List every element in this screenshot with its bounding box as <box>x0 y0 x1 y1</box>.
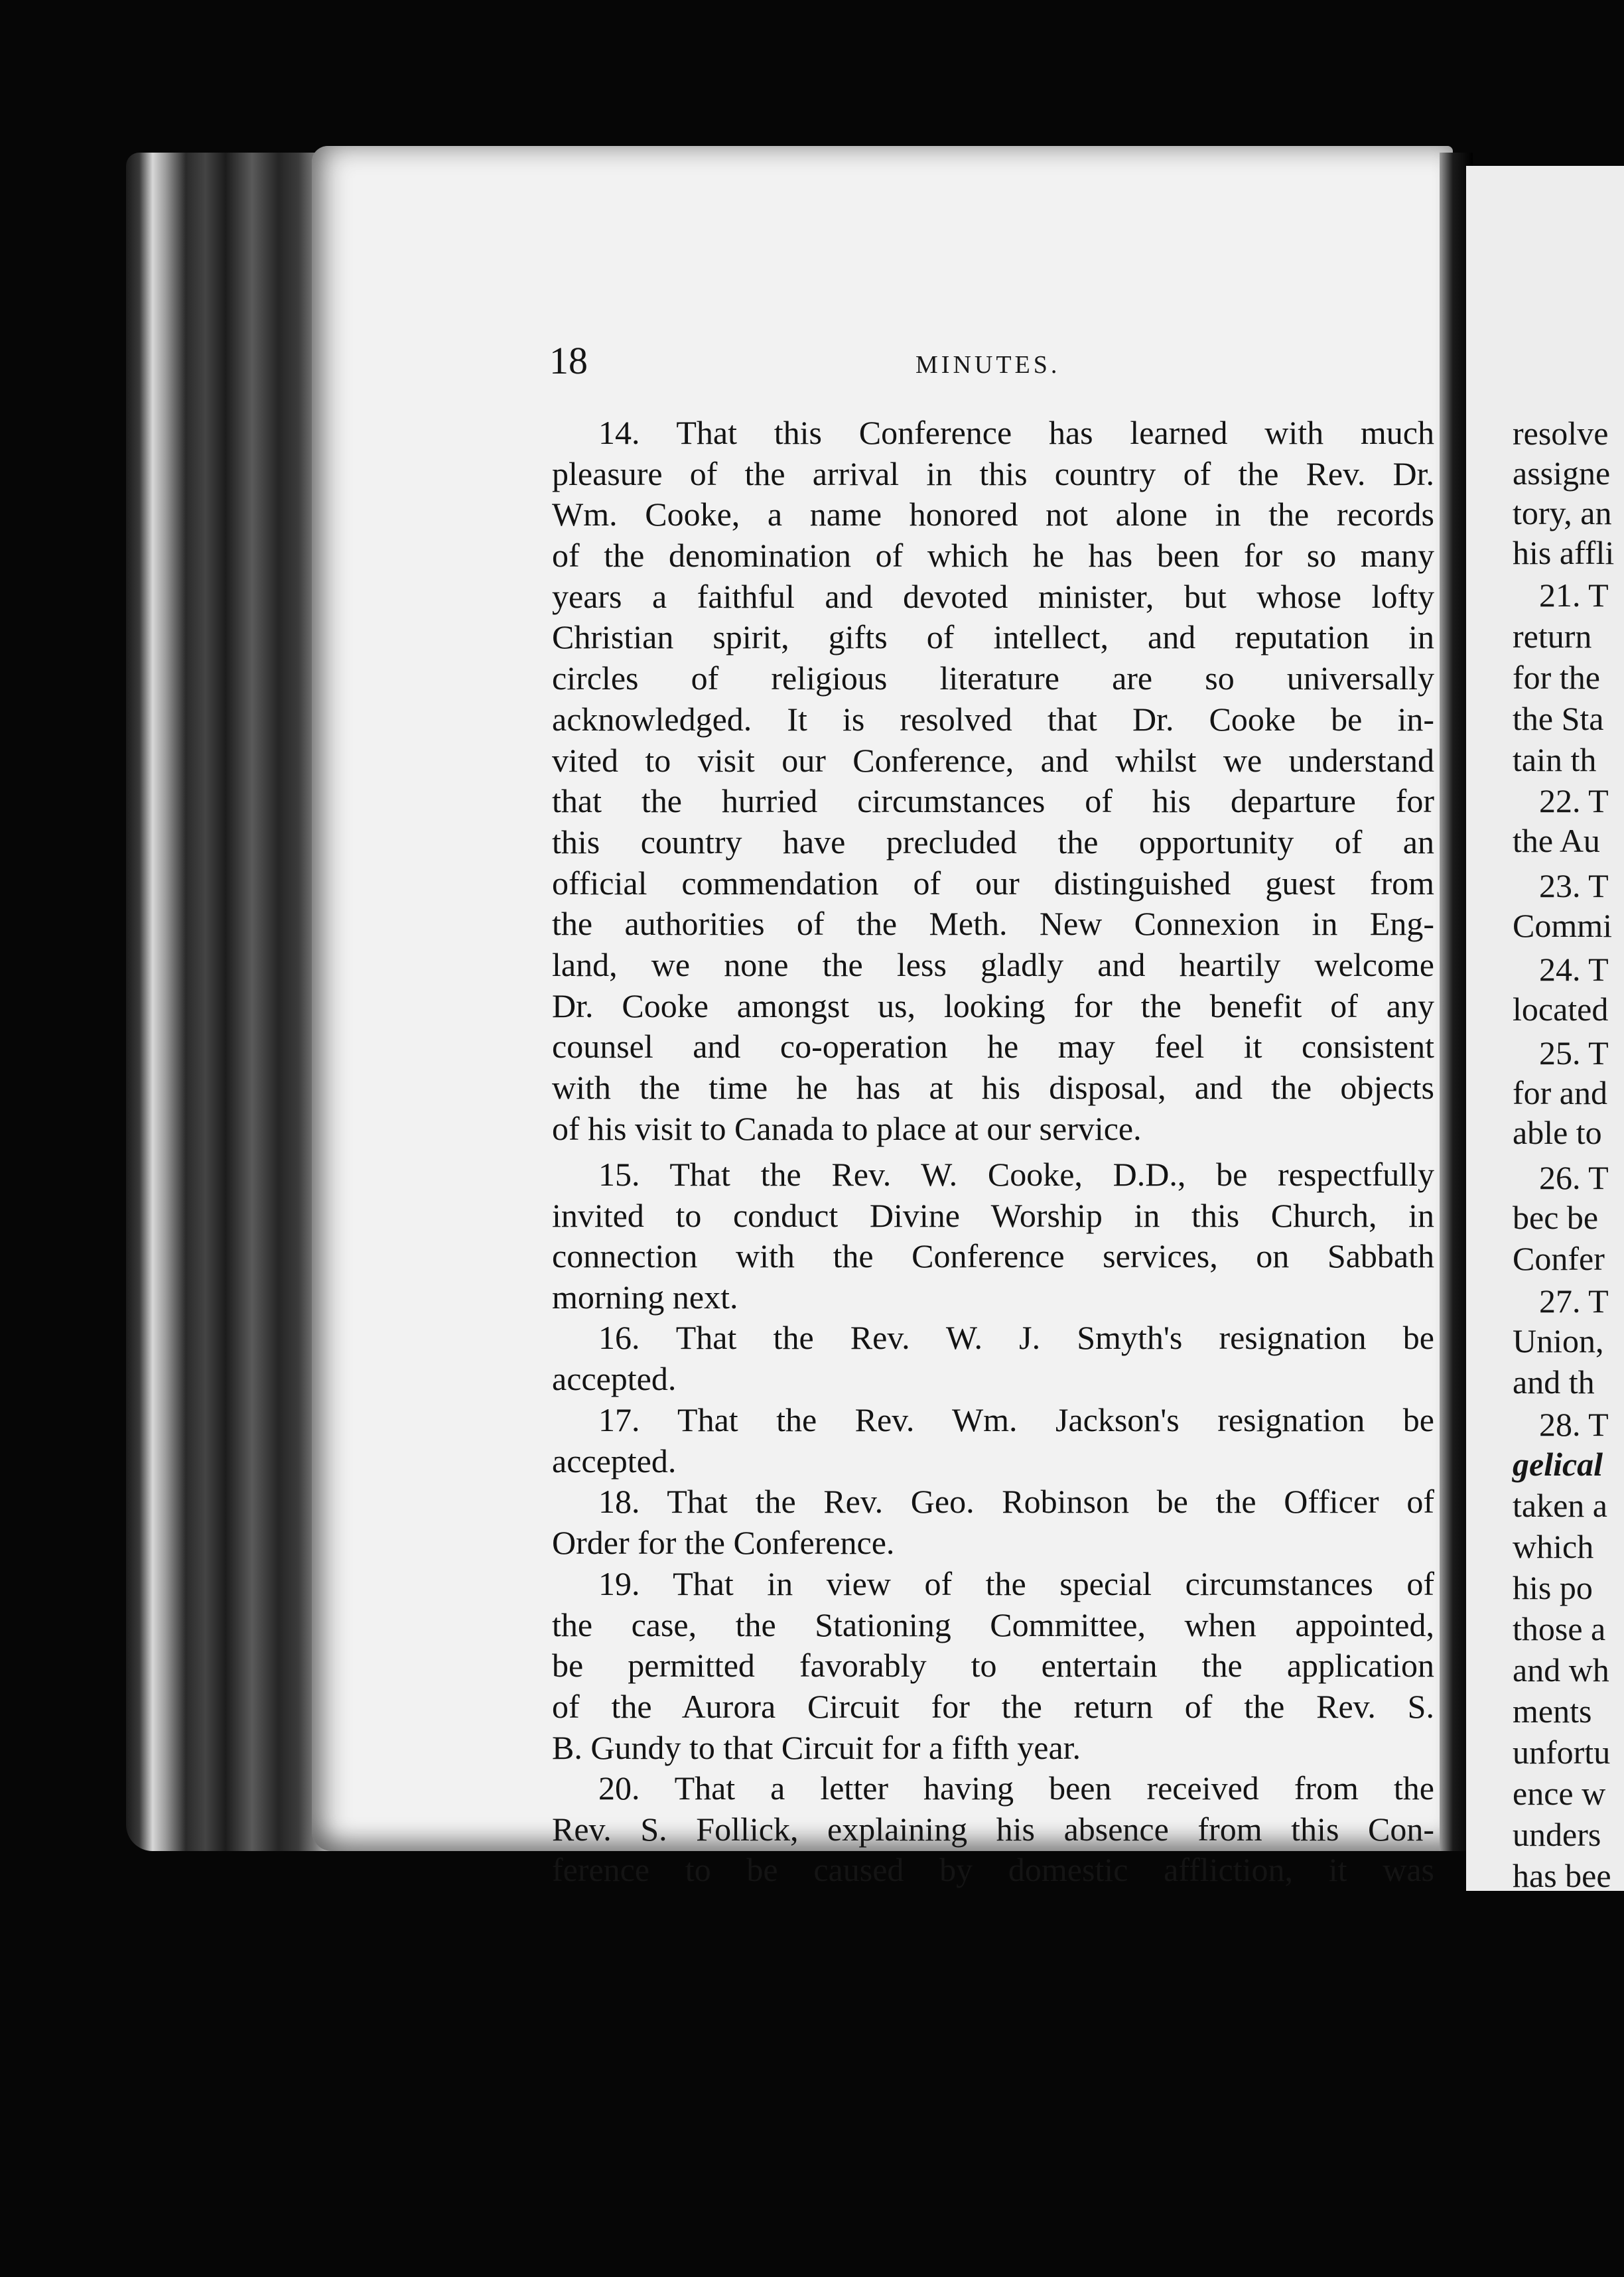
text-line: morning next. <box>552 1278 738 1316</box>
facing-line: which <box>1513 1528 1594 1565</box>
facing-line: 22. T <box>1539 782 1609 819</box>
page-number: 18 <box>549 339 588 382</box>
facing-line: unfortu <box>1513 1734 1611 1771</box>
facing-line: those a <box>1513 1610 1606 1647</box>
facing-line: resolve <box>1513 415 1609 452</box>
text-line: 18. That the Rev. Geo. Robinson be the Officer of <box>598 1483 1434 1520</box>
text-line: invited to conduct Divine Worship in this Church, in <box>552 1196 1434 1234</box>
facing-line: able to <box>1513 1114 1602 1151</box>
paragraph-15 <box>552 1154 1434 1318</box>
facing-line: taken a <box>1513 1487 1607 1524</box>
running-title: MINUTES. <box>915 351 1061 379</box>
facing-page <box>1466 166 1624 1891</box>
text-line: Rev. S. Follick, explaining his absence from this Con- <box>552 1810 1434 1848</box>
facing-line: 28. T <box>1539 1406 1609 1443</box>
text-line: 15. That the Rev. W. Cooke, D.D., be respectfully <box>598 1156 1434 1193</box>
text-line: be permitted favorably to entertain the application <box>552 1647 1434 1685</box>
text-line: ference to be caused by domestic affliction, it was <box>552 1851 1434 1889</box>
facing-line: 25. T <box>1539 1034 1609 1071</box>
text-line: Wm. Cooke, a name honored not alone in the records <box>552 496 1434 533</box>
facing-line: tory, an <box>1513 494 1612 531</box>
facing-line: his affli <box>1513 534 1615 571</box>
text-line: 20. That a letter having been received from the <box>598 1769 1434 1807</box>
facing-line: 21. T <box>1539 577 1609 614</box>
paragraph-20 <box>552 1768 1434 1891</box>
text-line: 17. That the Rev. Wm. Jackson's resignation be <box>598 1401 1434 1438</box>
text-line: of the Aurora Circuit for the return of the Rev. S. <box>552 1688 1434 1726</box>
paragraph-19 <box>552 1564 1434 1768</box>
text-line: vited to visit our Conference, and whilst we understand <box>552 741 1434 779</box>
facing-line: the Au <box>1513 822 1600 859</box>
text-line: connection with the Conference services, on Sabbath <box>552 1237 1434 1275</box>
facing-line: his po <box>1513 1569 1593 1606</box>
paragraph-14 <box>552 413 1434 1149</box>
facing-line: has bee <box>1513 1857 1611 1891</box>
facing-line: return <box>1513 618 1592 655</box>
facing-line: Commi <box>1513 907 1613 944</box>
text-line: pleasure of the arrival in this country of the Rev. Dr. <box>552 454 1434 492</box>
facing-line: and wh <box>1513 1651 1609 1689</box>
text-line: 14. That this Conference has learned with much <box>598 414 1434 451</box>
text-line: official commendation of our distinguished guest from <box>552 864 1434 902</box>
facing-line: for the <box>1513 659 1600 696</box>
text-line: this country have precluded the opportunity of an <box>552 823 1434 861</box>
text-line: circles of religious literature are so universally <box>552 659 1434 697</box>
book-binding-edges <box>126 153 332 1851</box>
paragraph-16 <box>552 1318 1434 1399</box>
paragraph-17 <box>552 1400 1434 1482</box>
text-line: accepted. <box>552 1359 677 1397</box>
text-line: 19. That in view of the special circumstances of <box>598 1565 1434 1602</box>
text-line: of the denomination of which he has been for so many <box>552 537 1434 575</box>
facing-line: and th <box>1513 1363 1595 1401</box>
text-line: with the time he has at his disposal, and the objects <box>552 1069 1434 1106</box>
text-line: counsel and co-operation he may feel it consistent <box>552 1028 1434 1066</box>
text-line: acknowledged. It is resolved that Dr. Cooke be in- <box>552 700 1434 738</box>
facing-line: located <box>1513 991 1609 1028</box>
facing-line: unders <box>1513 1816 1601 1853</box>
text-line: land, we none the less gladly and heartily welcome <box>552 945 1434 983</box>
text-line: the case, the Stationing Committee, when appointed, <box>552 1606 1434 1643</box>
facing-line: Union, <box>1513 1322 1604 1359</box>
paragraph-18 <box>552 1482 1434 1563</box>
text-line: the authorities of the Meth. New Connexion in Eng- <box>552 905 1434 943</box>
facing-line: ments <box>1513 1692 1592 1730</box>
text-line: 16. That the Rev. W. J. Smyth's resignation be <box>598 1319 1434 1356</box>
facing-line: Confer <box>1513 1240 1605 1277</box>
text-line: that the hurried circumstances of his departure for <box>552 782 1434 820</box>
facing-line: bec be <box>1513 1199 1599 1236</box>
facing-line: the Sta <box>1513 700 1604 737</box>
facing-line: 24. T <box>1539 951 1609 988</box>
text-line: Christian spirit, gifts of intellect, and reputation in <box>552 618 1434 656</box>
text-line: B. Gundy to that Circuit for a fifth year. <box>552 1728 1081 1766</box>
text-line: of his visit to Canada to place at our service. <box>552 1109 1142 1147</box>
facing-line: gelical <box>1513 1446 1603 1483</box>
text-line: years a faithful and devoted minister, but whose lofty <box>552 577 1434 615</box>
facing-line: 23. T <box>1539 867 1609 904</box>
facing-line: for and <box>1513 1074 1607 1111</box>
facing-line: tain th <box>1513 741 1597 778</box>
text-line: Dr. Cooke amongst us, looking for the benefit of any <box>552 987 1434 1024</box>
facing-line: assigne <box>1513 454 1611 492</box>
facing-line: 26. T <box>1539 1159 1609 1196</box>
facing-line: ence w <box>1513 1775 1606 1812</box>
facing-line: 27. T <box>1539 1282 1609 1320</box>
text-line: Order for the Conference. <box>552 1523 895 1561</box>
text-line: accepted. <box>552 1442 677 1480</box>
